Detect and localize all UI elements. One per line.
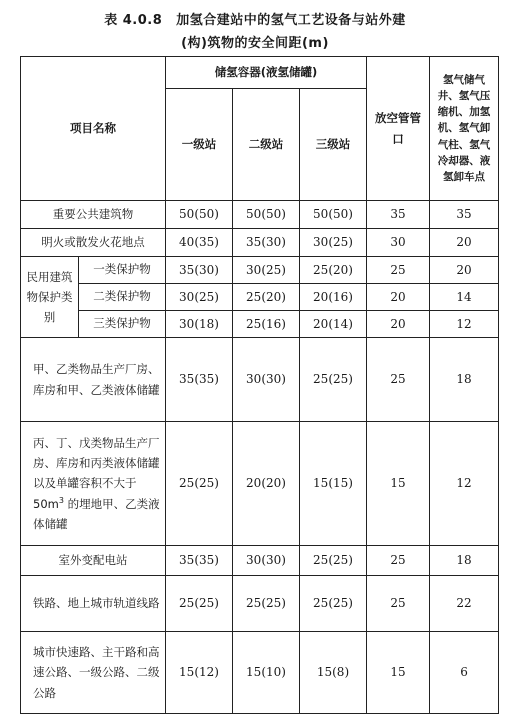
cell-level3: 25(25) xyxy=(300,546,367,576)
table-title xyxy=(0,9,510,28)
table-title-line2: (构)筑物的安全间距(m) xyxy=(181,36,329,51)
table-row xyxy=(21,546,499,576)
cell-level3: 15(8) xyxy=(300,632,367,714)
cell-level3: 20(16) xyxy=(300,284,367,311)
table-title-line1: 加氢合建站中的氢气工艺设备与站外建 xyxy=(176,13,406,28)
cell-vent: 20 xyxy=(367,311,430,338)
cell-level1: 30(25) xyxy=(166,284,233,311)
header-level3: 三级站 xyxy=(300,89,367,201)
cell-vent: 15 xyxy=(367,632,430,714)
cell-level2: 30(30) xyxy=(233,546,300,576)
row-name: 一类保护物 xyxy=(79,257,166,284)
cell-level1: 40(35) xyxy=(166,229,233,257)
table-row xyxy=(21,201,499,229)
cell-level1: 35(30) xyxy=(166,257,233,284)
cell-vent: 15 xyxy=(367,422,430,546)
cell-equipment: 18 xyxy=(430,338,499,422)
cell-vent: 30 xyxy=(367,229,430,257)
cell-level2: 25(16) xyxy=(233,311,300,338)
cell-level3: 30(25) xyxy=(300,229,367,257)
civil-group-label: 民用建筑物保护类别 xyxy=(21,257,79,338)
cell-level3: 25(20) xyxy=(300,257,367,284)
unit-superscript: 3 xyxy=(58,495,64,505)
table-row xyxy=(21,576,499,632)
cell-level1: 25(25) xyxy=(166,422,233,546)
cell-equipment: 18 xyxy=(430,546,499,576)
header-level2: 二级站 xyxy=(233,89,300,201)
cell-equipment: 12 xyxy=(430,422,499,546)
table-row xyxy=(21,311,499,338)
cell-level2: 30(25) xyxy=(233,257,300,284)
table-row xyxy=(21,229,499,257)
cell-vent: 25 xyxy=(367,338,430,422)
row-name: 城市快速路、主干路和高速公路、一级公路、二级公路 xyxy=(21,632,166,714)
row-name: 重要公共建筑物 xyxy=(21,201,166,229)
header-equipment: 氢气储气井、氢气压缩机、加氢机、氢气卸气柱、氢气冷却器、液氢卸车点 xyxy=(430,57,499,201)
cell-level3: 25(25) xyxy=(300,576,367,632)
table-row xyxy=(21,632,499,714)
cell-vent: 25 xyxy=(367,576,430,632)
table-row xyxy=(21,338,499,422)
header-level1: 一级站 xyxy=(166,89,233,201)
safety-distance-table xyxy=(20,56,499,714)
cell-equipment: 20 xyxy=(430,229,499,257)
cell-level3: 50(50) xyxy=(300,201,367,229)
header-vent: 放空管管口 xyxy=(367,57,430,201)
cell-vent: 20 xyxy=(367,284,430,311)
cell-level2: 15(10) xyxy=(233,632,300,714)
table-number: 表 4.0.8 xyxy=(104,13,163,28)
cell-equipment: 35 xyxy=(430,201,499,229)
header-item-name: 项目名称 xyxy=(21,57,166,201)
row-name: 二类保护物 xyxy=(79,284,166,311)
header-storage-group: 储氢容器(液氢储罐) xyxy=(166,57,367,89)
cell-equipment: 6 xyxy=(430,632,499,714)
cell-vent: 25 xyxy=(367,257,430,284)
row-name-part1: 丙、丁、戊类物品生产厂房、库房和丙类液体储罐以及单罐容积不大于 50m xyxy=(33,436,160,511)
cell-equipment: 14 xyxy=(430,284,499,311)
cell-level2: 25(20) xyxy=(233,284,300,311)
cell-equipment: 22 xyxy=(430,576,499,632)
row-name: 室外变配电站 xyxy=(21,546,166,576)
cell-level1: 35(35) xyxy=(166,546,233,576)
table-row xyxy=(21,422,499,546)
header-row-1 xyxy=(21,57,499,89)
cell-level2: 30(30) xyxy=(233,338,300,422)
cell-level3: 20(14) xyxy=(300,311,367,338)
cell-equipment: 20 xyxy=(430,257,499,284)
row-name: 明火或散发火花地点 xyxy=(21,229,166,257)
cell-level2: 35(30) xyxy=(233,229,300,257)
cell-vent: 25 xyxy=(367,546,430,576)
cell-level3: 25(25) xyxy=(300,338,367,422)
cell-level2: 50(50) xyxy=(233,201,300,229)
cell-level1: 15(12) xyxy=(166,632,233,714)
row-name-part2: 的埋地甲、乙类液体储罐 xyxy=(33,496,160,531)
cell-level1: 35(35) xyxy=(166,338,233,422)
cell-level1: 25(25) xyxy=(166,576,233,632)
table-row xyxy=(21,284,499,311)
table-row xyxy=(21,257,499,284)
cell-vent: 35 xyxy=(367,201,430,229)
row-name xyxy=(21,422,166,546)
cell-level2: 20(20) xyxy=(233,422,300,546)
cell-level1: 30(18) xyxy=(166,311,233,338)
cell-equipment: 12 xyxy=(430,311,499,338)
cell-level1: 50(50) xyxy=(166,201,233,229)
cell-level2: 25(25) xyxy=(233,576,300,632)
row-name: 甲、乙类物品生产厂房、库房和甲、乙类液体储罐 xyxy=(21,338,166,422)
row-name: 铁路、地上城市轨道线路 xyxy=(21,576,166,632)
row-name: 三类保护物 xyxy=(79,311,166,338)
cell-level3: 15(15) xyxy=(300,422,367,546)
